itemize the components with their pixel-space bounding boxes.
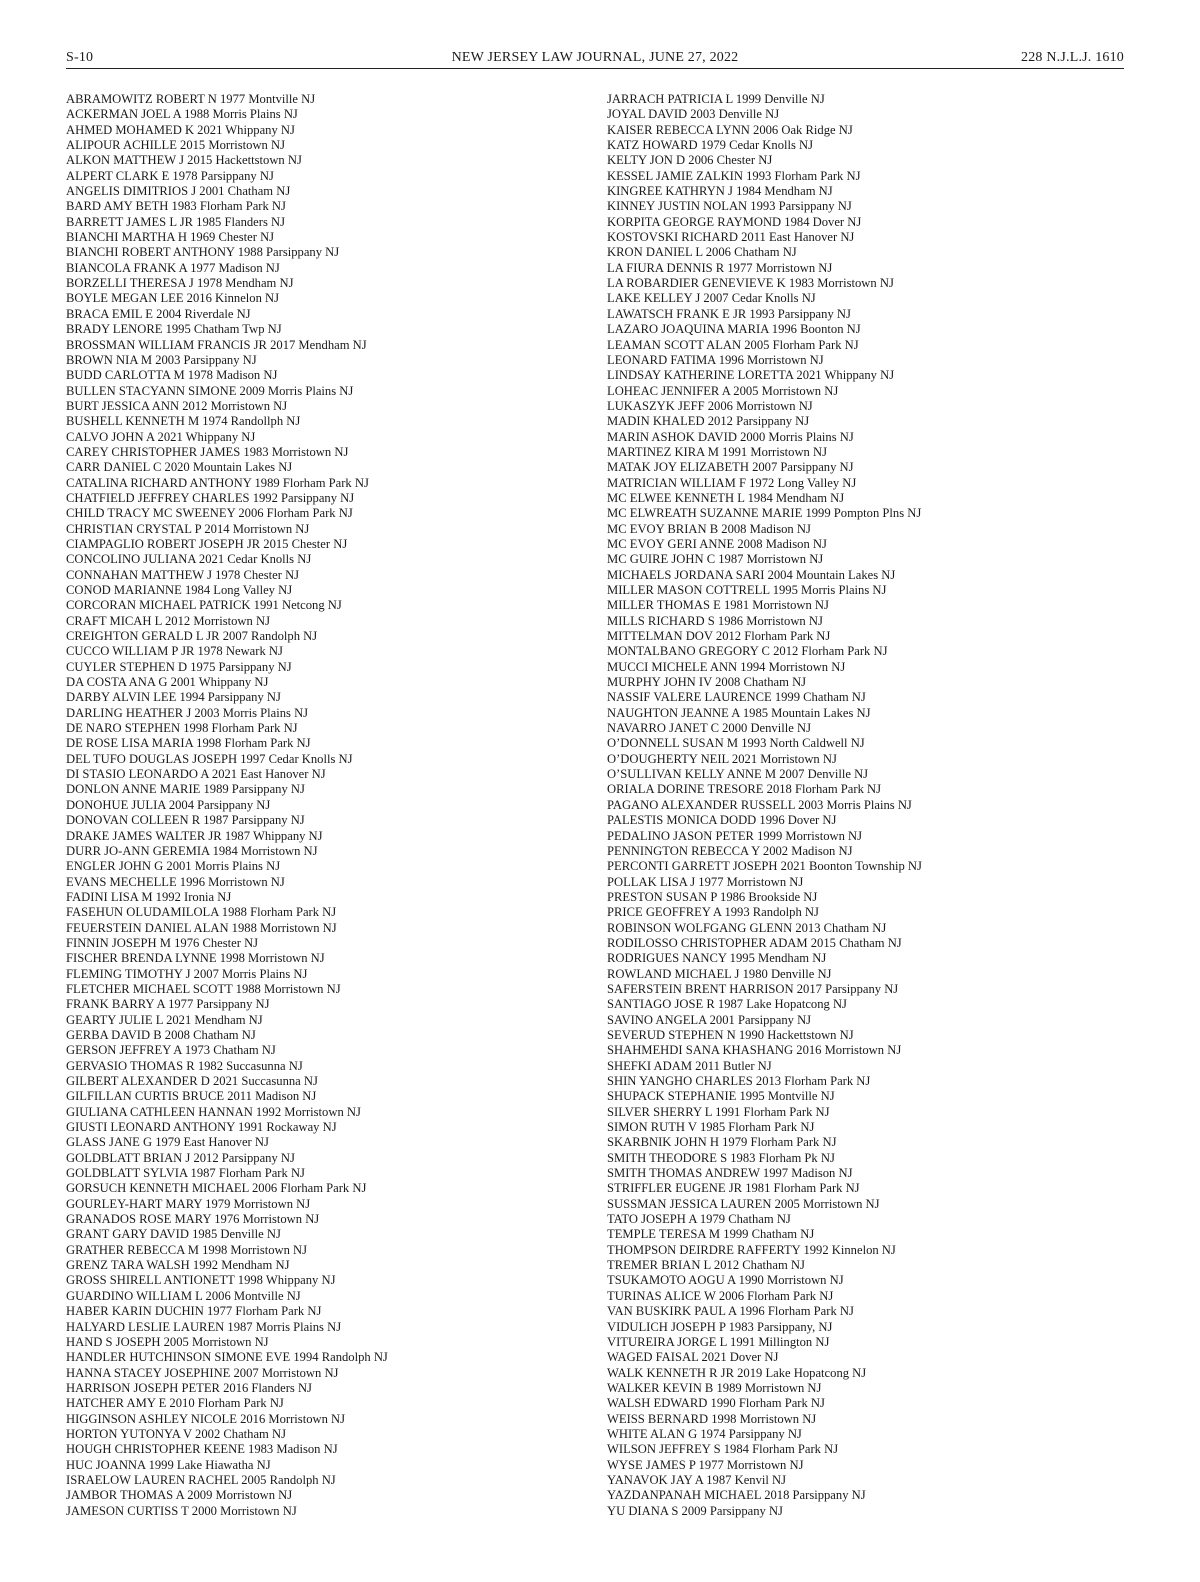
attorney-entry: FINNIN JOSEPH M 1976 Chester NJ — [66, 935, 259, 950]
attorney-entry: RODILOSSO CHRISTOPHER ADAM 2015 Chatham NJ — [607, 935, 902, 950]
attorney-entry: MARIN ASHOK DAVID 2000 Morris Plains NJ — [607, 429, 854, 444]
attorney-entry: KESSEL JAMIE ZALKIN 1993 Florham Park NJ — [607, 168, 861, 183]
attorney-entry: SILVER SHERRY L 1991 Florham Park NJ — [607, 1104, 830, 1119]
attorney-entry: MUCCI MICHELE ANN 1994 Morristown NJ — [607, 659, 846, 674]
attorney-entry: LAZARO JOAQUINA MARIA 1996 Boonton NJ — [607, 322, 861, 337]
attorney-entry: HALYARD LESLIE LAUREN 1987 Morris Plains NJ — [66, 1319, 342, 1334]
attorney-entry: HORTON YUTONYA V 2002 Chatham NJ — [66, 1426, 286, 1441]
attorney-entry: LEONARD FATIMA 1996 Morristown NJ — [607, 352, 824, 367]
attorney-entry: MILLER THOMAS E 1981 Morristown NJ — [607, 598, 829, 613]
attorney-entry: ORIALA DORINE TRESORE 2018 Florham Park NJ — [607, 782, 882, 797]
attorney-entry: CAREY CHRISTOPHER JAMES 1983 Morristown NJ — [66, 444, 349, 459]
attorney-entry: O’SULLIVAN KELLY ANNE M 2007 Denville NJ — [607, 767, 869, 782]
attorney-entry: MC GUIRE JOHN C 1987 Morristown NJ — [607, 552, 824, 567]
attorney-entry: ENGLER JOHN G 2001 Morris Plains NJ — [66, 859, 281, 874]
attorney-entry: O’DOUGHERTY NEIL 2021 Morristown NJ — [607, 751, 837, 766]
attorney-entry: CARR DANIEL C 2020 Mountain Lakes NJ — [66, 460, 293, 475]
attorney-entry: KATZ HOWARD 1979 Cedar Knolls NJ — [607, 138, 814, 153]
attorney-entry: WALKER KEVIN B 1989 Morristown NJ — [607, 1380, 822, 1395]
attorney-entry: GRATHER REBECCA M 1998 Morristown NJ — [66, 1242, 308, 1257]
attorney-entry: CUYLER STEPHEN D 1975 Parsippany NJ — [66, 659, 292, 674]
attorney-entry: FLETCHER MICHAEL SCOTT 1988 Morristown NJ — [66, 981, 341, 996]
attorney-entry: WILSON JEFFREY S 1984 Florham Park NJ — [607, 1442, 839, 1457]
attorney-entry: HOUGH CHRISTOPHER KEENE 1983 Madison NJ — [66, 1442, 338, 1457]
attorney-entry: RODRIGUES NANCY 1995 Mendham NJ — [607, 951, 827, 966]
attorney-entry: GORSUCH KENNETH MICHAEL 2006 Florham Park NJ — [66, 1181, 367, 1196]
attorney-entry: DARBY ALVIN LEE 1994 Parsippany NJ — [66, 690, 281, 705]
attorney-entry: ROBINSON WOLFGANG GLENN 2013 Chatham NJ — [607, 920, 887, 935]
attorney-entry: HUC JOANNA 1999 Lake Hiawatha NJ — [66, 1457, 271, 1472]
attorney-entry: SUSSMAN JESSICA LAUREN 2005 Morristown NJ — [607, 1196, 880, 1211]
attorney-entry: MILLS RICHARD S 1986 Morristown NJ — [607, 613, 823, 628]
attorney-entry: ALPERT CLARK E 1978 Parsippany NJ — [66, 168, 274, 183]
attorney-entry: VAN BUSKIRK PAUL A 1996 Florham Park NJ — [607, 1304, 854, 1319]
attorney-entry: HARRISON JOSEPH PETER 2016 Flanders NJ — [66, 1380, 312, 1395]
attorney-entry: MADIN KHALED 2012 Parsippany NJ — [607, 414, 810, 429]
attorney-entry: SKARBNIK JOHN H 1979 Florham Park NJ — [607, 1135, 837, 1150]
attorney-entry: LAKE KELLEY J 2007 Cedar Knolls NJ — [607, 291, 816, 306]
attorney-entry: SHEFKI ADAM 2011 Butler NJ — [607, 1058, 772, 1073]
attorney-entry: JOYAL DAVID 2003 Denville NJ — [607, 107, 780, 122]
attorney-entry: DRAKE JAMES WALTER JR 1987 Whippany NJ — [66, 828, 323, 843]
attorney-entry: LA FIURA DENNIS R 1977 Morristown NJ — [607, 260, 833, 275]
attorney-entry: TURINAS ALICE W 2006 Florham Park NJ — [607, 1288, 834, 1303]
attorney-entry: BRADY LENORE 1995 Chatham Twp NJ — [66, 322, 282, 337]
attorney-entry: GERSON JEFFREY A 1973 Chatham NJ — [66, 1043, 276, 1058]
attorney-entry: GILBERT ALEXANDER D 2021 Succasunna NJ — [66, 1074, 318, 1088]
attorney-entry: BURT JESSICA ANN 2012 Morristown NJ — [66, 398, 288, 413]
attorney-entry: GRENZ TARA WALSH 1992 Mendham NJ — [66, 1258, 290, 1273]
attorney-entry: DE NARO STEPHEN 1998 Florham Park NJ — [66, 721, 298, 736]
attorney-entry: GOLDBLATT SYLVIA 1987 Florham Park NJ — [66, 1166, 305, 1181]
attorney-entry: TATO JOSEPH A 1979 Chatham NJ — [607, 1212, 791, 1227]
attorney-entry: WALK KENNETH R JR 2019 Lake Hopatcong NJ — [607, 1365, 867, 1380]
attorney-entry: BUDD CARLOTTA M 1978 Madison NJ — [66, 368, 278, 383]
attorney-entry: THOMPSON DEIRDRE RAFFERTY 1992 Kinnelon NJ — [607, 1242, 896, 1257]
attorney-entry: ACKERMAN JOEL A 1988 Morris Plains NJ — [66, 107, 298, 122]
attorney-entry: STRIFFLER EUGENE JR 1981 Florham Park NJ — [607, 1181, 860, 1196]
attorney-entry: BIANCHI ROBERT ANTHONY 1988 Parsippany NJ — [66, 245, 340, 260]
attorney-entry: KINNEY JUSTIN NOLAN 1993 Parsippany NJ — [607, 199, 852, 214]
attorney-entry: MATAK JOY ELIZABETH 2007 Parsippany NJ — [607, 460, 854, 475]
attorney-entry: BROSSMAN WILLIAM FRANCIS JR 2017 Mendham NJ — [66, 337, 367, 352]
attorney-entry: FEUERSTEIN DANIEL ALAN 1988 Morristown NJ — [66, 920, 337, 935]
attorney-entry: SHAHMEHDI SANA KHASHANG 2016 Morristown NJ — [607, 1043, 902, 1058]
attorney-entry: CONOD MARIANNE 1984 Long Valley NJ — [66, 583, 293, 597]
attorney-entry: O’DONNELL SUSAN M 1993 North Caldwell NJ — [607, 736, 865, 751]
attorney-entry: BULLEN STACYANN SIMONE 2009 Morris Plains NJ — [66, 383, 354, 398]
attorney-entry: AHMED MOHAMED K 2021 Whippany NJ — [66, 122, 295, 137]
attorney-entry: CHRISTIAN CRYSTAL P 2014 Morristown NJ — [66, 521, 310, 536]
attorney-entry: FRANK BARRY A 1977 Parsippany NJ — [66, 997, 270, 1012]
attorney-entry: KORPITA GEORGE RAYMOND 1984 Dover NJ — [607, 214, 862, 229]
attorney-entry: MC ELWREATH SUZANNE MARIE 1999 Pompton Plns NJ — [607, 506, 922, 521]
attorney-entry: ROWLAND MICHAEL J 1980 Denville NJ — [607, 966, 832, 981]
attorney-entry: LA ROBARDIER GENEVIEVE K 1983 Morristown NJ — [607, 276, 894, 291]
attorney-entry: NAUGHTON JEANNE A 1985 Mountain Lakes NJ — [607, 705, 871, 720]
attorney-entry: TREMER BRIAN L 2012 Chatham NJ — [607, 1258, 805, 1273]
attorney-entry: SHIN YANGHO CHARLES 2013 Florham Park NJ — [607, 1074, 871, 1088]
attorney-entry: CHILD TRACY MC SWEENEY 2006 Florham Park NJ — [66, 506, 353, 521]
listing-column-left — [66, 92, 586, 1519]
attorney-entry: MONTALBANO GREGORY C 2012 Florham Park NJ — [607, 644, 888, 659]
attorney-entry: FLEMING TIMOTHY J 2007 Morris Plains NJ — [66, 966, 308, 981]
attorney-entry: BIANCOLA FRANK A 1977 Madison NJ — [66, 260, 280, 275]
attorney-entry: KRON DANIEL L 2006 Chatham NJ — [607, 245, 797, 260]
attorney-entry: YAZDANPANAH MICHAEL 2018 Parsippany NJ — [607, 1488, 866, 1503]
attorney-entry: MURPHY JOHN IV 2008 Chatham NJ — [607, 675, 807, 690]
attorney-entry: VIDULICH JOSEPH P 1983 Parsippany, NJ — [607, 1319, 833, 1334]
attorney-entry: HATCHER AMY E 2010 Florham Park NJ — [66, 1396, 284, 1411]
attorney-entry: ALKON MATTHEW J 2015 Hackettstown NJ — [66, 153, 302, 168]
attorney-entry: GLASS JANE G 1979 East Hanover NJ — [66, 1135, 269, 1150]
attorney-entry: PRICE GEOFFREY A 1993 Randolph NJ — [607, 905, 819, 920]
attorney-entry: DURR JO-ANN GEREMIA 1984 Morristown NJ — [66, 843, 318, 858]
attorney-entry: ISRAELOW LAUREN RACHEL 2005 Randolph NJ — [66, 1472, 336, 1487]
attorney-entry: GRANT GARY DAVID 1985 Denville NJ — [66, 1227, 281, 1242]
attorney-entry: YU DIANA S 2009 Parsippany NJ — [607, 1503, 783, 1518]
attorney-entry: JAMESON CURTISS T 2000 Morristown NJ — [66, 1503, 297, 1518]
attorney-entry: WYSE JAMES P 1977 Morristown NJ — [607, 1457, 804, 1472]
attorney-entry: GERBA DAVID B 2008 Chatham NJ — [66, 1027, 256, 1042]
attorney-entry: ANGELIS DIMITRIOS J 2001 Chatham NJ — [66, 184, 291, 199]
attorney-entry: LINDSAY KATHERINE LORETTA 2021 Whippany NJ — [607, 368, 895, 383]
attorney-entry: DONOVAN COLLEEN R 1987 Parsippany NJ — [66, 813, 305, 828]
attorney-entry: BRACA EMIL E 2004 Riverdale NJ — [66, 306, 251, 321]
attorney-entry: MATRICIAN WILLIAM F 1972 Long Valley NJ — [607, 475, 857, 490]
attorney-entry: DI STASIO LEONARDO A 2021 East Hanover NJ — [66, 767, 326, 782]
attorney-entry: BOYLE MEGAN LEE 2016 Kinnelon NJ — [66, 291, 280, 306]
attorney-entry: MARTINEZ KIRA M 1991 Morristown NJ — [607, 444, 827, 459]
attorney-entry: GEARTY JULIE L 2021 Mendham NJ — [66, 1012, 263, 1027]
attorney-entry: LAWATSCH FRANK E JR 1993 Parsippany NJ — [607, 306, 851, 321]
attorney-entry: TSUKAMOTO AOGU A 1990 Morristown NJ — [607, 1273, 844, 1288]
attorney-entry: YANAVOK JAY A 1987 Kenvil NJ — [607, 1472, 787, 1487]
attorney-entry: WHITE ALAN G 1974 Parsippany NJ — [607, 1426, 802, 1441]
page-header — [66, 48, 1124, 69]
attorney-entry: SMITH THOMAS ANDREW 1997 Madison NJ — [607, 1166, 853, 1181]
attorney-entry: LOHEAC JENNIFER A 2005 Morristown NJ — [607, 383, 839, 398]
attorney-entry: GIULIANA CATHLEEN HANNAN 1992 Morristown NJ — [66, 1104, 361, 1119]
attorney-entry: FADINI LISA M 1992 Ironia NJ — [66, 889, 232, 904]
attorney-entry: MC EVOY BRIAN B 2008 Madison NJ — [607, 521, 811, 536]
attorney-entry: HAND S JOSEPH 2005 Morristown NJ — [66, 1334, 269, 1349]
attorney-entry: KOSTOVSKI RICHARD 2011 East Hanover NJ — [607, 230, 855, 245]
attorney-entry: WEISS BERNARD 1998 Morristown NJ — [607, 1411, 817, 1426]
attorney-entry: ALIPOUR ACHILLE 2015 Morristown NJ — [66, 138, 285, 153]
attorney-entry: GIUSTI LEONARD ANTHONY 1991 Rockaway NJ — [66, 1120, 337, 1135]
attorney-entry: GERVASIO THOMAS R 1982 Succasunna NJ — [66, 1058, 303, 1073]
attorney-entry: GILFILLAN CURTIS BRUCE 2011 Madison NJ — [66, 1089, 317, 1104]
attorney-entry: GRANADOS ROSE MARY 1976 Morristown NJ — [66, 1212, 320, 1227]
attorney-entry: PRESTON SUSAN P 1986 Brookside NJ — [607, 889, 818, 904]
attorney-entry: CHATFIELD JEFFREY CHARLES 1992 Parsippany NJ — [66, 490, 355, 505]
citation-label: 228 N.J.L.J. 1610 — [1021, 50, 1124, 65]
attorney-entry: GROSS SHIRELL ANTIONETT 1998 Whippany NJ — [66, 1273, 336, 1288]
attorney-entry: BARD AMY BETH 1983 Florham Park NJ — [66, 199, 286, 214]
attorney-entry: MC EVOY GERI ANNE 2008 Madison NJ — [607, 536, 827, 551]
attorney-entry: BROWN NIA M 2003 Parsippany NJ — [66, 352, 257, 367]
attorney-entry: POLLAK LISA J 1977 Morristown NJ — [607, 874, 804, 889]
listing-column-right — [607, 92, 1167, 1519]
attorney-entry: MILLER MASON COTTRELL 1995 Morris Plains NJ — [607, 583, 887, 597]
attorney-entry: MITTELMAN DOV 2012 Florham Park NJ — [607, 629, 831, 644]
page-number: S-10 — [66, 50, 94, 65]
attorney-entry: MC ELWEE KENNETH L 1984 Mendham NJ — [607, 490, 845, 505]
attorney-entry: NAVARRO JANET C 2000 Denville NJ — [607, 721, 811, 736]
attorney-entry: NASSIF VALERE LAURENCE 1999 Chatham NJ — [607, 690, 866, 705]
attorney-entry: SHUPACK STEPHANIE 1995 Montville NJ — [607, 1089, 835, 1104]
attorney-entry: CONNAHAN MATTHEW J 1978 Chester NJ — [66, 567, 300, 582]
attorney-entry: TEMPLE TERESA M 1999 Chatham NJ — [607, 1227, 815, 1242]
attorney-entry: HIGGINSON ASHLEY NICOLE 2016 Morristown NJ — [66, 1411, 346, 1426]
attorney-entry: CALVO JOHN A 2021 Whippany NJ — [66, 429, 256, 444]
attorney-entry: FASEHUN OLUDAMILOLA 1988 Florham Park NJ — [66, 905, 337, 920]
attorney-entry: CORCORAN MICHAEL PATRICK 1991 Netcong NJ — [66, 598, 342, 613]
attorney-entry: FISCHER BRENDA LYNNE 1998 Morristown NJ — [66, 951, 325, 966]
attorney-entry: HANNA STACEY JOSEPHINE 2007 Morristown NJ — [66, 1365, 339, 1380]
attorney-entry: SAVINO ANGELA 2001 Parsippany NJ — [607, 1012, 812, 1027]
attorney-entry: WALSH EDWARD 1990 Florham Park NJ — [607, 1396, 825, 1411]
attorney-entry: CONCOLINO JULIANA 2021 Cedar Knolls NJ — [66, 552, 312, 567]
attorney-entry: CATALINA RICHARD ANTHONY 1989 Florham Park NJ — [66, 475, 369, 490]
attorney-entry: CUCCO WILLIAM P JR 1978 Newark NJ — [66, 644, 283, 659]
attorney-entry: PENNINGTON REBECCA Y 2002 Madison NJ — [607, 843, 853, 858]
attorney-entry: BORZELLI THERESA J 1978 Mendham NJ — [66, 276, 294, 291]
attorney-entry: SIMON RUTH V 1985 Florham Park NJ — [607, 1120, 815, 1135]
attorney-entry: HANDLER HUTCHINSON SIMONE EVE 1994 Randolph NJ — [66, 1350, 388, 1365]
attorney-entry: PEDALINO JASON PETER 1999 Morristown NJ — [607, 828, 863, 843]
attorney-entry: SAFERSTEIN BRENT HARRISON 2017 Parsippany NJ — [607, 981, 899, 996]
attorney-entry: KAISER REBECCA LYNN 2006 Oak Ridge NJ — [607, 122, 853, 137]
attorney-entry: EVANS MECHELLE 1996 Morristown NJ — [66, 874, 285, 889]
attorney-entry: GUARDINO WILLIAM L 2006 Montville NJ — [66, 1288, 301, 1303]
attorney-entry: LUKASZYK JEFF 2006 Morristown NJ — [607, 398, 813, 413]
attorney-entry: DONOHUE JULIA 2004 Parsippany NJ — [66, 797, 271, 812]
attorney-entry: BARRETT JAMES L JR 1985 Flanders NJ — [66, 214, 286, 229]
attorney-entry: KINGREE KATHRYN J 1984 Mendham NJ — [607, 184, 833, 199]
attorney-entry: PALESTIS MONICA DODD 1996 Dover NJ — [607, 813, 837, 828]
attorney-entry: HABER KARIN DUCHIN 1977 Florham Park NJ — [66, 1304, 322, 1319]
attorney-entry: GOURLEY-HART MARY 1979 Morristown NJ — [66, 1196, 311, 1211]
attorney-entry: MICHAELS JORDANA SARI 2004 Mountain Lakes NJ — [607, 567, 896, 582]
attorney-entry: ABRAMOWITZ ROBERT N 1977 Montville NJ — [66, 92, 316, 106]
attorney-entry: DEL TUFO DOUGLAS JOSEPH 1997 Cedar Knolls NJ — [66, 751, 353, 766]
attorney-entry: WAGED FAISAL 2021 Dover NJ — [607, 1350, 779, 1365]
attorney-entry: JARRACH PATRICIA L 1999 Denville NJ — [607, 92, 825, 106]
attorney-entry: DARLING HEATHER J 2003 Morris Plains NJ — [66, 705, 309, 720]
attorney-entry: CRAFT MICAH L 2012 Morristown NJ — [66, 613, 270, 628]
attorney-entry: DA COSTA ANA G 2001 Whippany NJ — [66, 675, 269, 690]
attorney-entry: DE ROSE LISA MARIA 1998 Florham Park NJ — [66, 736, 311, 751]
attorney-entry: SEVERUD STEPHEN N 1990 Hackettstown NJ — [607, 1027, 854, 1042]
attorney-entry: LEAMAN SCOTT ALAN 2005 Florham Park NJ — [607, 337, 859, 352]
attorney-entry: CIAMPAGLIO ROBERT JOSEPH JR 2015 Chester NJ — [66, 536, 348, 551]
attorney-entry: BIANCHI MARTHA H 1969 Chester NJ — [66, 230, 275, 245]
attorney-entry: KELTY JON D 2006 Chester NJ — [607, 153, 773, 168]
attorney-entry: PERCONTI GARRETT JOSEPH 2021 Boonton Township NJ — [607, 859, 922, 874]
attorney-entry: VITUREIRA JORGE L 1991 Millington NJ — [607, 1334, 830, 1349]
publication-title: NEW JERSEY LAW JOURNAL, JUNE 27, 2022 — [451, 50, 739, 65]
attorney-entry: BUSHELL KENNETH M 1974 Randollph NJ — [66, 414, 301, 429]
attorney-entry: GOLDBLATT BRIAN J 2012 Parsippany NJ — [66, 1150, 295, 1165]
attorney-entry: JAMBOR THOMAS A 2009 Morristown NJ — [66, 1488, 293, 1503]
attorney-entry: SMITH THEODORE S 1983 Florham Pk NJ — [607, 1150, 835, 1165]
attorney-entry: SANTIAGO JOSE R 1987 Lake Hopatcong NJ — [607, 997, 847, 1012]
attorney-entry: CREIGHTON GERALD L JR 2007 Randolph NJ — [66, 629, 318, 644]
attorney-entry: DONLON ANNE MARIE 1989 Parsippany NJ — [66, 782, 305, 797]
attorney-entry: PAGANO ALEXANDER RUSSELL 2003 Morris Plains NJ — [607, 797, 912, 812]
